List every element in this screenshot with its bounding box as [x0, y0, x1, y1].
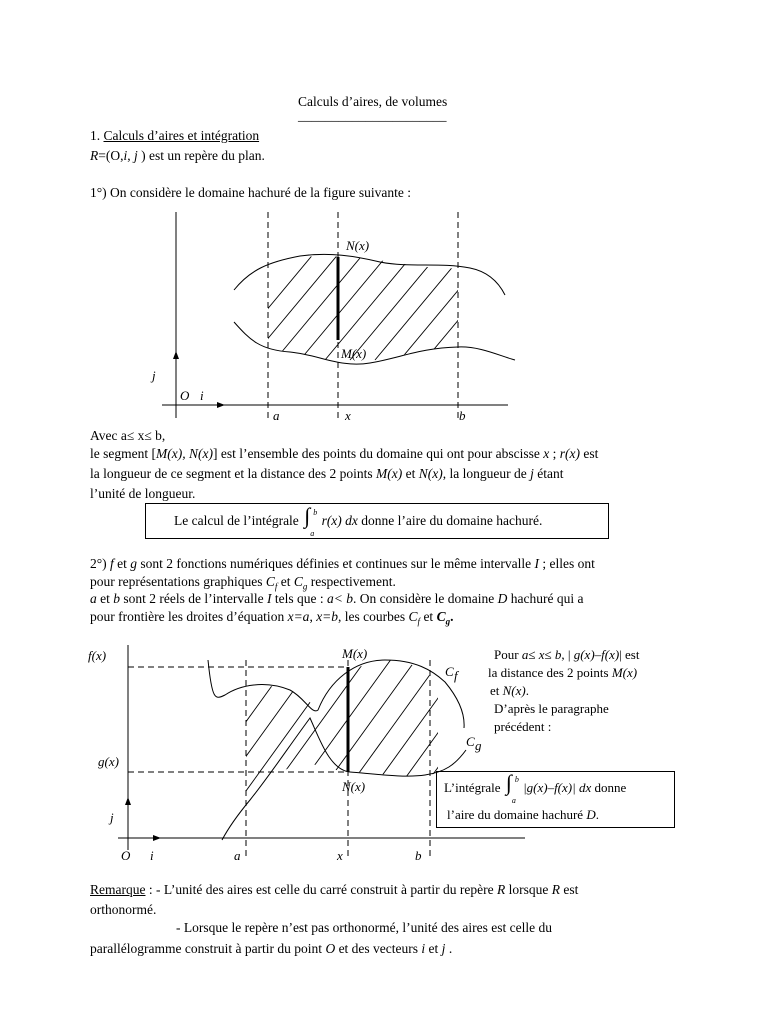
part1-line1: le segment [M(x), N(x)] est l’ensemble des points du domaine qui ont pour abscisse x ; r(x) est	[90, 446, 599, 461]
remarque-line1: Remarque : - L’unité des aires est celle du carré construit à partir du repère R lorsque R est	[90, 882, 579, 897]
fig1-label-N: N(x)	[346, 238, 370, 253]
part2-box-line1: L’intégrale ∫ b a |g(x)–f(x)| dx donne	[444, 770, 627, 806]
part2-line2: pour représentations graphiques $C_f$ et $C_g$ respectivement.	[90, 574, 396, 592]
section-1-heading: 1. Calculs d’aires et intégration	[90, 128, 260, 143]
part1-line3: l’unité de longueur.	[90, 486, 196, 501]
part1-result-box	[145, 503, 609, 539]
fig1-upper-curve	[234, 254, 505, 295]
fig2-label-Cf: C	[445, 664, 454, 679]
fig2-label-Cg-sub: g	[475, 738, 482, 753]
fig2-label-O: O	[121, 848, 131, 863]
fig2-side-line3: et N(x).	[490, 683, 529, 698]
fig2-label-N: N(x)	[342, 779, 366, 794]
fig1-label-j: j	[152, 368, 156, 383]
title-underline: ______________________	[298, 108, 447, 123]
figure-2	[88, 640, 530, 863]
fig1-label-a: a	[273, 408, 280, 423]
part1-box-text: Le calcul de l’intégrale ∫ b a r(x) dx donne l’aire du domaine hachuré.	[174, 502, 543, 538]
fig2-label-Cg: C	[466, 734, 475, 749]
fig2-side-line5: précédent :	[494, 719, 552, 734]
fig2-label-j: j	[110, 810, 114, 825]
part1-avec: Avec a≤ x≤ b,	[90, 428, 166, 443]
fig1-hatching	[225, 240, 525, 360]
fig2-side-line4: D’après le paragraphe	[494, 701, 609, 716]
repere-line: R=(O,i, j ) est un repère du plan.	[90, 148, 265, 163]
figure-1	[150, 212, 525, 423]
fig2-label-x: x	[337, 848, 343, 863]
fig1-label-x: x	[345, 408, 351, 423]
fig2-label-Cf-sub: f	[454, 668, 458, 683]
fig1-label-M: M(x)	[341, 346, 367, 361]
remarque-line4: parallélogramme construit à partir du point O et des vecteurs i et j .	[90, 941, 453, 956]
part2-result-box	[436, 771, 675, 828]
remarque-line2: orthonormé.	[90, 902, 157, 917]
integral-symbol: ∫ b a	[304, 502, 318, 538]
fig2-label-M: M(x)	[342, 646, 368, 661]
fig1-label-O: O	[180, 388, 190, 403]
page-title: Calculs d’aires, de volumes	[298, 94, 448, 109]
fig2-label-b: b	[415, 848, 422, 863]
remarque-line3: - Lorsque le repère n’est pas orthonormé, l’unité des aires est celle du	[176, 920, 552, 935]
fig2-side-line1: Pour a≤ x≤ b, | g(x)–f(x)| est	[494, 647, 640, 662]
fig1-label-b: b	[459, 408, 466, 423]
part2-line4: pour frontière les droites d’équation x=a, x=b, les courbes $C_f$ et $C_g$.	[90, 609, 454, 627]
part1-intro: 1°) On considère le domaine hachuré de la figure suivante :	[90, 185, 412, 200]
integral-symbol: ∫ b a	[505, 770, 519, 806]
part2-line3: a et b sont 2 réels de l’intervalle I tels que : a< b. On considère le domaine D hachuré qui a	[90, 591, 584, 606]
part2-line1: 2°) f et g sont 2 fonctions numériques définies et continues sur le même intervalle I ; elles ont	[90, 556, 595, 571]
fig2-side-line2: la distance des 2 points M(x)	[488, 665, 638, 680]
fig2-label-gx: g(x)	[98, 754, 119, 769]
fig1-label-i: i	[200, 388, 204, 403]
fig2-label-i: i	[150, 848, 154, 863]
fig2-label-a: a	[234, 848, 241, 863]
part2-box-line2: l’aire du domaine hachuré D.	[447, 807, 599, 822]
part1-line2: la longueur de ce segment et la distance des 2 points M(x) et N(x), la longueur de j étant	[90, 466, 564, 481]
fig2-label-fx: f(x)	[88, 648, 107, 663]
